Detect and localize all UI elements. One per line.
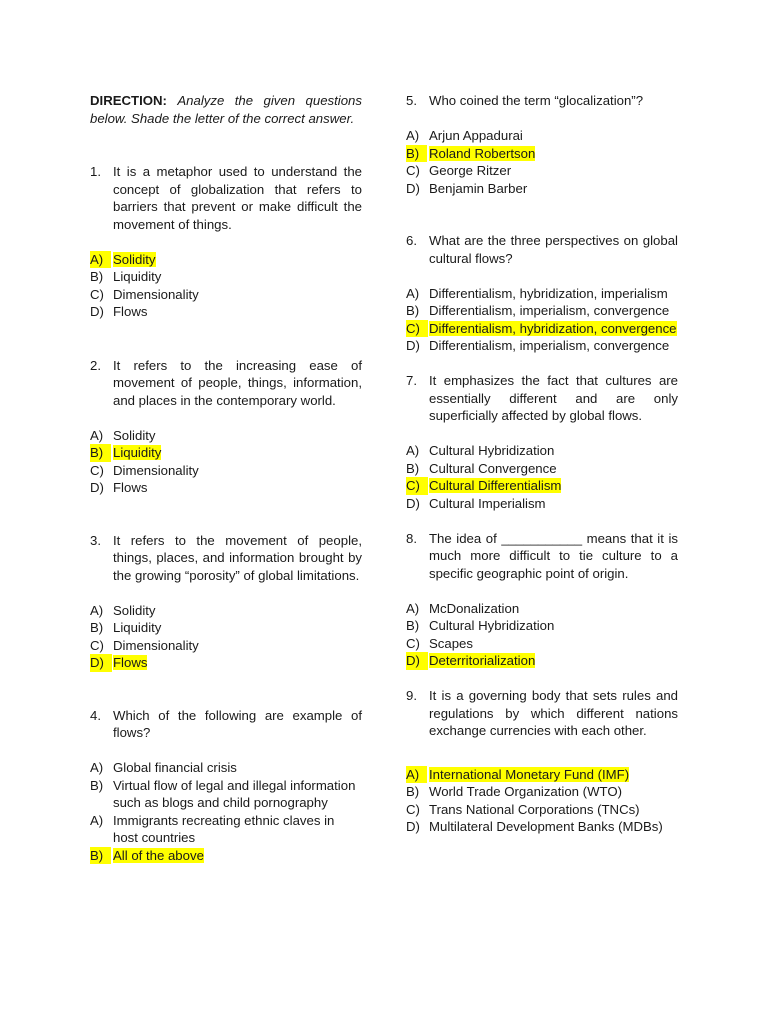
answer-option[interactable] <box>406 477 678 495</box>
option-letter: D) <box>406 180 420 196</box>
option-letter: B) <box>406 145 427 163</box>
option-text: Dimensionality <box>113 637 199 653</box>
option-letter: C) <box>90 462 104 478</box>
option-text: Scapes <box>429 635 473 651</box>
option-text: Arjun Appadurai <box>429 128 523 143</box>
answer-option[interactable] <box>90 812 362 847</box>
option-letter: B) <box>90 269 104 284</box>
answer-option[interactable] <box>406 460 678 478</box>
option-text: Immigrants recreating ethnic claves in host countries <box>113 812 335 845</box>
answer-option[interactable] <box>90 444 362 462</box>
option-letter: A) <box>90 427 104 443</box>
option-text: Benjamin Barber <box>429 180 528 196</box>
answer-option[interactable] <box>406 442 678 460</box>
answer-option[interactable] <box>90 479 362 497</box>
option-text: Cultural Convergence <box>429 460 557 476</box>
question-stem <box>406 372 678 425</box>
question-stem <box>406 232 678 267</box>
question-text: It refers to the increasing ease of movement of people, things, information, and places in the contemporary world. <box>113 357 362 408</box>
question-number: 8. <box>406 530 417 546</box>
question-text: It refers to the movement of people, things, places, and information brought by the growing “porosity” of global limitations. <box>113 532 362 583</box>
option-letter: A) <box>90 812 104 828</box>
option-text: Cultural Differentialism <box>429 478 562 493</box>
question-block-6 <box>406 232 678 355</box>
answer-option[interactable] <box>406 320 678 338</box>
question-number: 2. <box>90 357 101 373</box>
question-text: What are the three perspectives on global cultural flows? <box>429 233 678 266</box>
answer-option[interactable] <box>90 619 362 637</box>
option-letter: A) <box>406 285 420 301</box>
option-letter: D) <box>90 654 112 672</box>
answer-options <box>406 766 678 836</box>
option-text: Dimensionality <box>113 286 199 302</box>
option-text: McDonalization <box>429 600 520 616</box>
answer-option[interactable] <box>406 285 678 303</box>
answer-option[interactable] <box>406 766 678 784</box>
answer-option[interactable] <box>90 268 362 286</box>
option-text: Liquidity <box>113 269 162 284</box>
answer-option[interactable] <box>90 303 362 321</box>
answer-options <box>406 600 678 670</box>
question-text: It is a governing body that sets rules and regulations by which different nations exchange currencies with each other. <box>429 688 678 738</box>
option-letter: A) <box>406 443 420 458</box>
question-text: It emphasizes the fact that cultures are essentially different and are only superficially affected by global flows. <box>429 373 678 423</box>
answer-option[interactable] <box>406 302 678 320</box>
answer-option[interactable] <box>90 462 362 480</box>
answer-option[interactable] <box>90 427 362 445</box>
option-text: Multilateral Development Banks (MDBs) <box>429 819 663 834</box>
question-text: Which of the following are example of flows? <box>113 707 362 740</box>
option-text: George Ritzer <box>429 163 512 178</box>
question-stem <box>90 163 362 233</box>
option-letter: D) <box>406 652 428 670</box>
question-number: 6. <box>406 233 417 248</box>
option-text: Solidity <box>113 602 156 618</box>
option-letter: C) <box>90 637 104 653</box>
question-block-9 <box>406 687 678 836</box>
option-text: Liquidity <box>113 620 162 635</box>
question-block-2 <box>90 357 362 497</box>
answer-option[interactable] <box>90 847 362 865</box>
answer-option[interactable] <box>90 759 362 777</box>
option-letter: B) <box>90 620 104 635</box>
option-letter: B) <box>406 784 420 799</box>
answer-option[interactable] <box>90 654 362 672</box>
option-letter: D) <box>406 819 420 834</box>
answer-option[interactable] <box>406 617 678 635</box>
direction-instructions <box>90 92 362 127</box>
option-text: Differentialism, hybridization, imperialism <box>429 285 668 301</box>
option-text: Cultural Imperialism <box>429 495 546 511</box>
option-letter: B) <box>406 303 420 318</box>
option-letter: D) <box>90 480 104 495</box>
option-letter: C) <box>406 635 420 651</box>
question-number: 3. <box>90 532 101 548</box>
answer-option[interactable] <box>406 801 678 819</box>
answer-options <box>90 602 362 672</box>
question-block-4 <box>90 707 362 865</box>
answer-option[interactable] <box>406 652 678 670</box>
answer-options <box>406 442 678 512</box>
option-letter: B) <box>90 847 111 865</box>
option-letter: C) <box>406 320 428 338</box>
option-text: Flows <box>113 480 148 495</box>
right-column <box>406 92 678 871</box>
option-text: International Monetary Fund (IMF) <box>429 766 630 782</box>
option-text: Solidity <box>113 427 156 443</box>
answer-option[interactable] <box>406 180 678 198</box>
question-block-8 <box>406 530 678 670</box>
option-text: Liquidity <box>113 445 162 460</box>
question-block-1 <box>90 163 362 321</box>
option-letter: D) <box>406 495 420 511</box>
option-letter: C) <box>90 286 104 302</box>
option-letter: A) <box>406 600 420 616</box>
option-letter: B) <box>406 618 420 633</box>
answer-option[interactable] <box>406 495 678 513</box>
answer-options <box>90 427 362 497</box>
answer-option[interactable] <box>90 286 362 304</box>
answer-option[interactable] <box>406 783 678 801</box>
option-text: World Trade Organization (WTO) <box>429 784 622 799</box>
option-text: Solidity <box>113 251 156 267</box>
option-text: Cultural Hybridization <box>429 618 555 633</box>
question-number: 9. <box>406 688 417 703</box>
option-text: Differentialism, imperialism, convergence <box>429 338 670 353</box>
answer-option[interactable] <box>406 600 678 618</box>
answer-option[interactable] <box>406 127 678 145</box>
question-text: It is a metaphor used to understand the concept of globalization that refers to barriers that prevent or make difficult the movement of things. <box>113 164 362 232</box>
answer-options <box>406 127 678 197</box>
direction-text: Analyze the given questions below. Shade the letter of the correct answer. <box>90 93 362 126</box>
option-letter: B) <box>90 444 111 462</box>
option-letter: C) <box>406 477 428 495</box>
option-text: Dimensionality <box>113 462 199 478</box>
question-stem <box>90 357 362 410</box>
option-letter: A) <box>406 128 420 143</box>
answer-options <box>90 251 362 321</box>
option-letter: A) <box>90 760 104 775</box>
answer-options <box>406 285 678 355</box>
answer-option[interactable] <box>406 337 678 355</box>
direction-label: DIRECTION: <box>90 93 167 108</box>
option-letter: D) <box>406 338 420 353</box>
option-letter: B) <box>406 460 420 476</box>
option-text: Flows <box>113 304 148 319</box>
question-stem <box>406 687 678 740</box>
option-letter: A) <box>90 251 111 269</box>
option-text: Deterritorialization <box>429 653 536 668</box>
answer-option[interactable] <box>406 818 678 836</box>
question-block-3 <box>90 532 362 672</box>
option-text: Differentialism, hybridization, convergence <box>429 320 677 336</box>
answer-options <box>90 759 362 864</box>
option-letter: D) <box>90 304 104 319</box>
answer-option[interactable] <box>90 602 362 620</box>
question-stem <box>406 530 678 583</box>
option-letter: A) <box>90 602 104 618</box>
question-block-5 <box>406 92 678 197</box>
question-stem <box>406 92 678 110</box>
option-letter: C) <box>406 163 420 178</box>
option-text: All of the above <box>113 847 204 863</box>
question-stem <box>90 532 362 585</box>
answer-option[interactable] <box>406 635 678 653</box>
option-letter: B) <box>90 777 104 793</box>
option-text: Roland Robertson <box>429 145 536 161</box>
answer-option[interactable] <box>406 162 678 180</box>
option-text: Differentialism, imperialism, convergence <box>429 303 670 318</box>
answer-option[interactable] <box>406 145 678 163</box>
question-stem <box>90 707 362 742</box>
option-text: Flows <box>113 655 148 670</box>
option-text: Cultural Hybridization <box>429 443 555 458</box>
left-column <box>90 92 362 899</box>
question-number: 1. <box>90 164 101 179</box>
question-number: 7. <box>406 373 417 388</box>
question-text: The idea of ___________ means that it is much more difficult to tie culture to a specific geographic point of origin. <box>429 530 678 581</box>
option-text: Global financial crisis <box>113 760 237 775</box>
question-number: 5. <box>406 93 417 108</box>
option-letter: A) <box>406 766 427 784</box>
question-block-7 <box>406 372 678 512</box>
question-text: Who coined the term “glocalization”? <box>429 93 644 108</box>
option-text: Trans National Corporations (TNCs) <box>429 801 640 817</box>
answer-option[interactable] <box>90 251 362 269</box>
question-number: 4. <box>90 707 101 723</box>
answer-option[interactable] <box>90 777 362 812</box>
answer-option[interactable] <box>90 637 362 655</box>
option-text: Virtual flow of legal and illegal information such as blogs and child pornography <box>113 777 356 810</box>
option-letter: C) <box>406 801 420 817</box>
